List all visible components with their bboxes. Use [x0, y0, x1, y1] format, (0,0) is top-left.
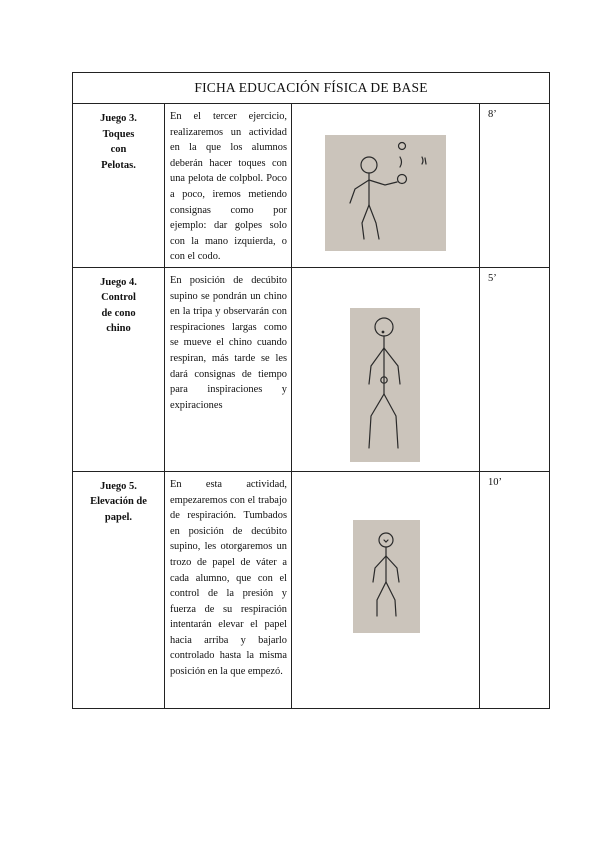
game-description: En el tercer ejercicio, realizaremos un actividad en la que los alumnos deberán hacer toques con una pelota de colpbol. Poco a poco, iremos metiendo consignas como por ejemplo: dar golpes solo con la mano izquierda, o con el codo. — [165, 104, 292, 268]
stick-figure-juggling-ball-icon — [325, 135, 446, 251]
game-illustration — [292, 267, 480, 471]
table-row — [73, 104, 550, 268]
game-duration: 10’ — [480, 471, 550, 708]
game-description: En esta actividad, empezaremos con el trabajo de respiración. Tumbados en posición de decúbito supino, les otorgaremos un trozo de papel de váter a cada alumno, que con el control de la presión y fuerza de su respiración intentarán elevar el papel hacia arriba y bajarlo controlado hasta la misma posición en la que empezó. — [165, 471, 292, 708]
game-illustration — [292, 104, 480, 268]
stick-figure-standing-icon — [353, 520, 420, 633]
game-illustration — [292, 471, 480, 708]
table-row — [73, 471, 550, 708]
game-duration: 5’ — [480, 267, 550, 471]
game-duration: 8’ — [480, 104, 550, 268]
sheet-title: FICHA EDUCACIÓN FÍSICA DE BASE — [73, 73, 550, 104]
game-name: Juego 3. Toques con Pelotas. — [73, 104, 165, 268]
activity-table — [72, 72, 550, 709]
table-row — [73, 267, 550, 471]
game-name: Juego 5. Elevación de papel. — [73, 471, 165, 708]
game-name: Juego 4. Control de cono chino — [73, 267, 165, 471]
game-description: En posición de decúbito supino se pondrán un chino en la tripa y observarán con respiraciones largas como se mueve el chino cuando respiran, más tarde se les dará consignas de tiempo para inspiraciones y expiraciones — [165, 267, 292, 471]
activity-sheet — [72, 72, 549, 709]
stick-figure-lying-icon — [350, 308, 420, 462]
